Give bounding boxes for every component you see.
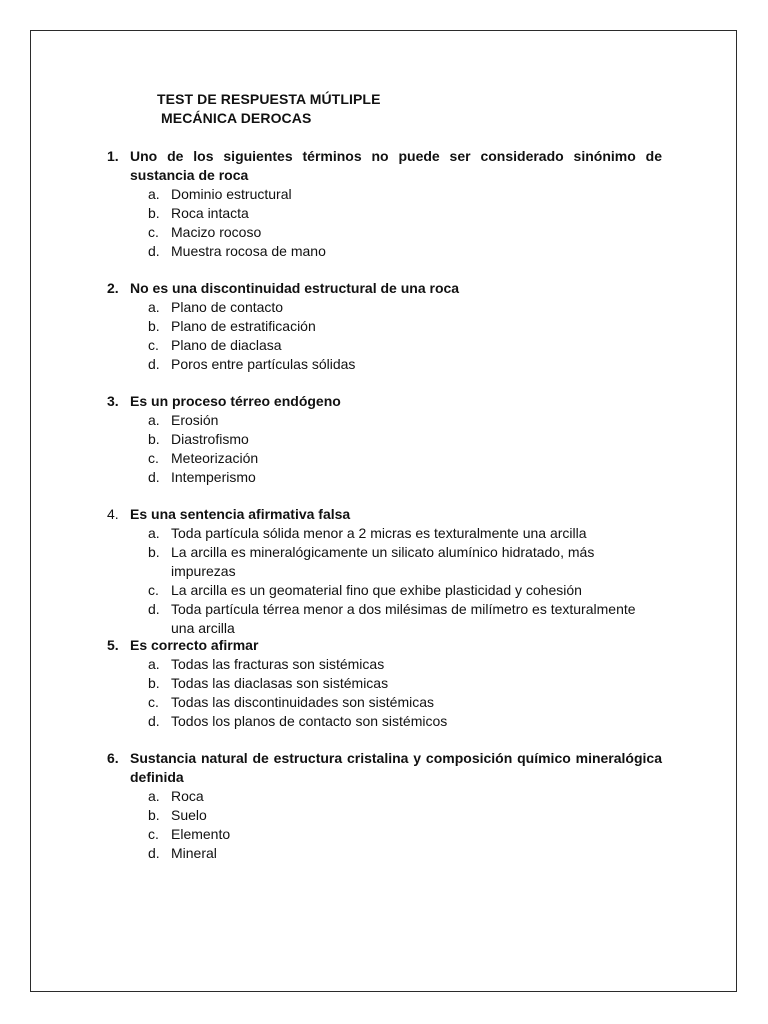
option-letter: d. — [148, 845, 160, 861]
option-text: Toda partícula térrea menor a dos milésimas de milímetro es texturalmente una arcilla — [171, 601, 636, 636]
option-letter: a. — [148, 186, 160, 202]
question-4-header — [107, 505, 662, 524]
option-letter: d. — [148, 713, 160, 729]
question-5 — [107, 636, 662, 731]
option-text: Meteorización — [171, 450, 259, 466]
option-2a — [107, 298, 662, 317]
question-1-number: 1. — [107, 148, 119, 164]
option-2b — [107, 317, 662, 336]
question-6 — [107, 749, 662, 863]
question-2-header — [107, 279, 662, 298]
question-5-header — [107, 636, 662, 655]
question-2-number: 2. — [107, 280, 119, 296]
option-4a — [107, 524, 662, 543]
question-2-text: No es una discontinuidad estructural de una roca — [130, 280, 460, 296]
option-letter: a. — [148, 299, 160, 315]
document-page — [30, 30, 737, 992]
question-6-options — [107, 787, 662, 863]
question-5-text: Es correcto afirmar — [130, 637, 259, 653]
question-2-options — [107, 298, 662, 374]
option-6a — [107, 787, 662, 806]
option-letter: b. — [148, 807, 160, 823]
option-text: Roca — [171, 788, 204, 804]
option-2d — [107, 355, 662, 374]
option-text: Macizo rocoso — [171, 224, 262, 240]
question-5-number: 5. — [107, 637, 119, 653]
question-1 — [107, 147, 662, 261]
option-letter: b. — [148, 675, 160, 691]
option-text: Plano de diaclasa — [171, 337, 282, 353]
option-letter: c. — [148, 694, 159, 710]
option-4d — [107, 600, 662, 638]
option-text: Plano de contacto — [171, 299, 284, 315]
question-4-options — [107, 524, 662, 638]
option-text: La arcilla es mineralógicamente un silicato alumínico hidratado, más impurezas — [171, 544, 595, 579]
question-6-header — [107, 749, 662, 787]
option-letter: a. — [148, 412, 160, 428]
question-4 — [107, 505, 662, 638]
question-3-options — [107, 411, 662, 487]
option-letter: b. — [148, 431, 160, 447]
option-text: Diastrofismo — [171, 431, 249, 447]
option-3a — [107, 411, 662, 430]
option-text: Erosión — [171, 412, 219, 428]
question-3-number: 3. — [107, 393, 119, 409]
option-text: La arcilla es un geomaterial fino que exhibe plasticidad y cohesión — [171, 582, 582, 598]
option-letter: c. — [148, 337, 159, 353]
option-3b — [107, 430, 662, 449]
option-2c — [107, 336, 662, 355]
option-text: Dominio estructural — [171, 186, 292, 202]
question-4-number: 4. — [107, 506, 119, 522]
option-1b — [107, 204, 662, 223]
option-6b — [107, 806, 662, 825]
option-text: Todas las discontinuidades son sistémicas — [171, 694, 435, 710]
option-text: Todas las fracturas son sistémicas — [171, 656, 385, 672]
option-letter: b. — [148, 318, 160, 334]
option-1a — [107, 185, 662, 204]
document-title: TEST DE RESPUESTA MÚTLIPLE — [157, 91, 381, 107]
option-1d — [107, 242, 662, 261]
option-6d — [107, 844, 662, 863]
question-1-text: Uno de los siguientes términos no puede ser considerado sinónimo de sustancia de roca — [130, 148, 662, 183]
question-6-text: Sustancia natural de estructura cristalina y composición químico mineralógica definida — [130, 750, 662, 785]
option-4b — [107, 543, 662, 581]
option-5c — [107, 693, 662, 712]
option-3c — [107, 449, 662, 468]
option-5a — [107, 655, 662, 674]
option-3d — [107, 468, 662, 487]
question-2 — [107, 279, 662, 374]
question-5-options — [107, 655, 662, 731]
option-letter: d. — [148, 243, 160, 259]
option-letter: c. — [148, 224, 159, 240]
option-letter: b. — [148, 544, 160, 560]
question-3 — [107, 392, 662, 487]
question-1-options — [107, 185, 662, 261]
option-text: Roca intacta — [171, 205, 249, 221]
option-text: Toda partícula sólida menor a 2 micras es texturalmente una arcilla — [171, 525, 587, 541]
option-letter: d. — [148, 601, 160, 617]
option-text: Plano de estratificación — [171, 318, 316, 334]
option-letter: d. — [148, 356, 160, 372]
option-letter: c. — [148, 582, 159, 598]
option-text: Intemperismo — [171, 469, 256, 485]
option-text: Muestra rocosa de mano — [171, 243, 326, 259]
option-6c — [107, 825, 662, 844]
option-text: Elemento — [171, 826, 231, 842]
option-letter: c. — [148, 450, 159, 466]
question-3-text: Es un proceso térreo endógeno — [130, 393, 341, 409]
option-letter: a. — [148, 788, 160, 804]
option-5d — [107, 712, 662, 731]
option-letter: c. — [148, 826, 159, 842]
option-letter: d. — [148, 469, 160, 485]
question-6-number: 6. — [107, 750, 119, 766]
option-letter: a. — [148, 656, 160, 672]
option-letter: a. — [148, 525, 160, 541]
question-4-text: Es una sentencia afirmativa falsa — [130, 506, 351, 522]
option-text: Mineral — [171, 845, 217, 861]
option-5b — [107, 674, 662, 693]
option-text: Todas las diaclasas son sistémicas — [171, 675, 389, 691]
option-letter: b. — [148, 205, 160, 221]
option-text: Poros entre partículas sólidas — [171, 356, 356, 372]
option-text: Todos los planos de contacto son sistémicos — [171, 713, 448, 729]
question-3-header — [107, 392, 662, 411]
question-1-header — [107, 147, 662, 185]
option-4c — [107, 581, 662, 600]
document-subtitle: MECÁNICA DEROCAS — [161, 110, 312, 126]
option-1c — [107, 223, 662, 242]
option-text: Suelo — [171, 807, 207, 823]
